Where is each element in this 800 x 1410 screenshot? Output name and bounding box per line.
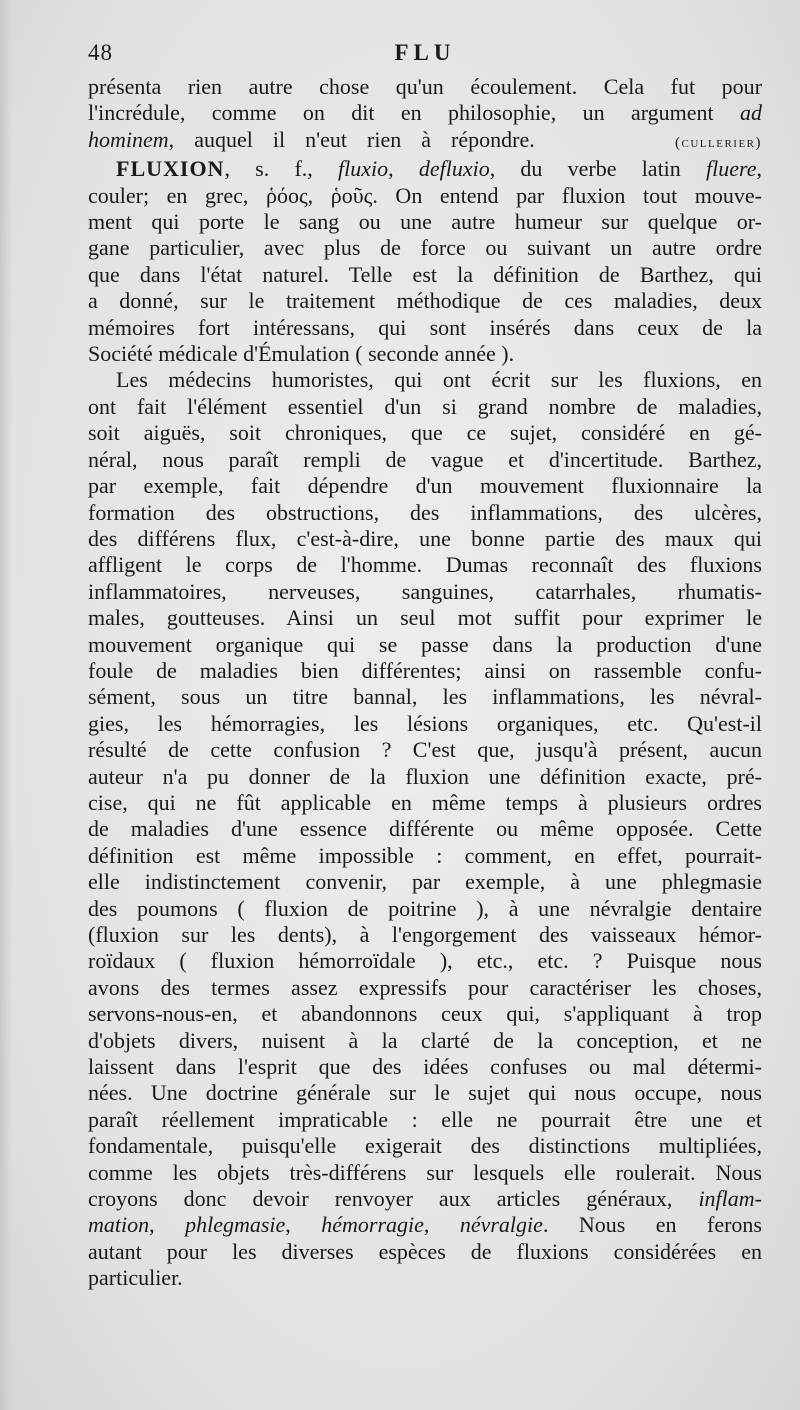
- text-segment: ,: [423, 1212, 430, 1238]
- text-line: roïdaux ( fluxion hémorroïdale ), etc., etc. ? Puisque nous: [88, 948, 762, 974]
- text-line: particulier.: [88, 1265, 183, 1291]
- text-line: (fluxion sur les dents), à l'engorgement des vaisseaux hémor-: [88, 922, 762, 947]
- text-line: mémoires fort intéressans, qui sont insérés dans ceux de la: [88, 314, 762, 340]
- text-line: males, goutteuses. Ainsi un seul mot suffit pour exprimer le: [88, 605, 762, 631]
- text-segment: , s. f.,: [224, 156, 313, 182]
- text-line: fondamentale, puisqu'elle exigerait des distinctions multipliées,: [88, 1133, 762, 1159]
- text-segment: l'incrédule, comme on dit en philosophie, un argument: [88, 100, 714, 126]
- text-line: inflammatoires, nerveuses, sanguines, catarrhales, rhumatis-: [88, 578, 762, 604]
- latin-term: defluxio: [418, 156, 490, 182]
- text-line: définition est même impossible : comment, en effet, pourrait-: [88, 842, 762, 868]
- text-line: sément, sous un titre bannal, les inflammations, les névral-: [88, 684, 762, 710]
- running-head: [88, 40, 762, 74]
- text-line: a donné, sur le traitement méthodique de ces maladies, deux: [88, 288, 762, 314]
- text-line: autant pour les diverses espèces de fluxions considérées en: [88, 1238, 762, 1264]
- latin-term: hominem: [88, 126, 169, 152]
- text-segment: ,: [388, 156, 394, 182]
- cross-reference: hémorragie: [321, 1212, 424, 1238]
- text-line: [88, 1212, 762, 1238]
- text-line: nées. Une doctrine générale sur le sujet qui nous occupe, nous: [88, 1080, 762, 1106]
- text-line: que dans l'état naturel. Telle est la définition de Barthez, qui: [88, 261, 762, 287]
- text-line: présenta rien autre chose qu'un écoulement. Cela fut pour: [88, 74, 762, 99]
- cross-reference: inflam-: [698, 1186, 762, 1212]
- text-segment: croyons donc devoir renvoyer aux articles généraux,: [88, 1186, 673, 1212]
- text-line: néral, nous paraît rempli de vague et d'incertitude. Barthez,: [88, 446, 762, 472]
- text-line: avons des termes assez expressifs pour caractériser les choses,: [88, 974, 762, 1000]
- text-line: gane particulier, avec plus de force ou suivant un autre ordre: [88, 235, 762, 261]
- text-line: couler; en grec, ῥόος, ῥοῦς. On entend par fluxion tout mouve-: [88, 182, 762, 208]
- running-title: FLU: [394, 40, 456, 65]
- text-line: [88, 1186, 762, 1212]
- body-text: [88, 74, 762, 1292]
- author-signature: (cullerier): [675, 134, 763, 151]
- text-line: laissent dans l'esprit que des idées confuses ou mal détermi-: [88, 1054, 762, 1080]
- cross-reference: névralgie: [459, 1212, 543, 1238]
- text-line: ont fait l'élément essentiel d'un si grand nombre de maladies,: [88, 393, 762, 419]
- text-line: [88, 100, 762, 126]
- text-line: elle indistinctement convenir, par exemple, à une phlegmasie: [88, 869, 762, 895]
- text-line: ment qui porte le sang ou une autre humeur sur quelque or-: [88, 209, 762, 235]
- text-line: gies, les hémorragies, les lésions organiques, etc. Qu'est-il: [88, 710, 762, 736]
- text-line: mouvement organique qui se passe dans la production d'une: [88, 631, 762, 657]
- text-line: résulté de cette confusion ? C'est que, jusqu'à présent, aucun: [88, 737, 762, 763]
- text-segment: , auquel il n'eut rien à répondre.: [168, 126, 535, 152]
- entry-first-line: [88, 156, 762, 182]
- text-segment: ,: [756, 156, 763, 182]
- text-line: de maladies d'une essence différente ou même opposée. Cette: [88, 816, 762, 842]
- text-line: soit aiguës, soit chroniques, que ce sujet, considéré en gé-: [88, 420, 762, 446]
- paragraph-first-line: Les médecins humoristes, qui ont écrit sur les fluxions, en: [116, 367, 762, 393]
- cross-reference: mation: [88, 1212, 150, 1238]
- text-line: cise, qui ne fût applicable en même temps à plusieurs ordres: [88, 789, 762, 815]
- cross-reference: phlegmasie: [185, 1212, 286, 1238]
- text-line: d'objets divers, nuisent à la clarté de la conception, et ne: [88, 1027, 762, 1053]
- latin-term: fluxio: [338, 156, 389, 182]
- text-line: servons-nous-en, et abandonnons ceux qui, s'appliquant à trop: [88, 1001, 762, 1027]
- text-segment: , du verbe latin: [489, 156, 681, 182]
- text-line: [88, 127, 762, 156]
- text-line: paraît réellement impraticable : elle ne pourrait être une et: [88, 1106, 762, 1132]
- text-segment: . Nous en ferons: [542, 1212, 762, 1238]
- latin-term: fluere: [706, 156, 757, 182]
- text-line: par exemple, fait dépendre d'un mouvement fluxionnaire la: [88, 473, 762, 499]
- text-line: affligent le corps de l'homme. Dumas reconnaît des fluxions: [88, 552, 762, 578]
- text-line: auteur n'a pu donner de la fluxion une définition exacte, pré-: [88, 763, 762, 789]
- text-line: comme les objets très-différens sur lesquels elle roulerait. Nous: [88, 1159, 762, 1185]
- text-line: des différens flux, c'est-à-dire, une bonne partie des maux qui: [88, 525, 762, 551]
- text-line: des poumons ( fluxion de poitrine ), à une névralgie dentaire: [88, 895, 762, 921]
- text-segment: ,: [149, 1212, 155, 1238]
- text-line: Société médicale d'Émulation ( seconde année ).: [88, 341, 515, 367]
- text-line: foule de maladies bien différentes; ainsi on rassemble confu-: [88, 657, 762, 683]
- text-segment: ,: [285, 1212, 291, 1238]
- text-line: formation des obstructions, des inflammations, des ulcères,: [88, 499, 762, 525]
- entry-headword: FLUXION: [116, 156, 225, 182]
- latin-term: ad: [740, 100, 762, 126]
- page-number: 48: [88, 40, 113, 65]
